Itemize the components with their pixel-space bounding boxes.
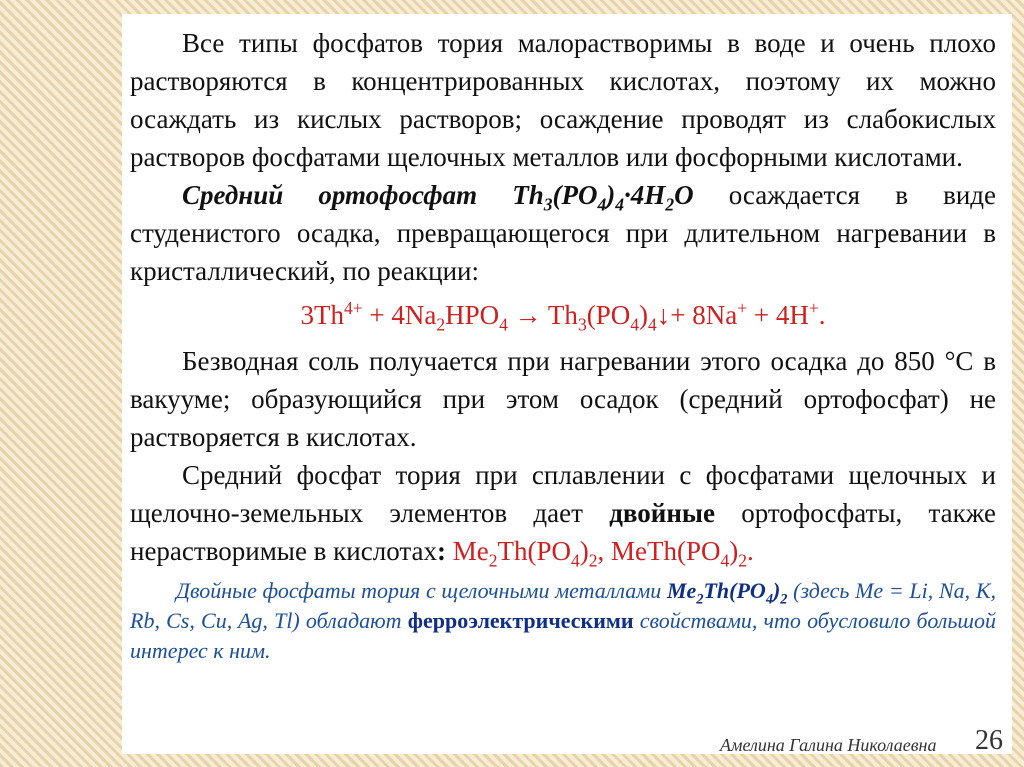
reaction-equation: $3Th^{4+} + 4Na_2HPO_4$ → $Th_3(PO_4)_4↓+ 8Na^+ + 4H^+$. xyxy=(300,298,826,335)
orthophosphate-formula: Средний ортофосфат $Th_3(PO_4)_4\cdot 4H_2O$ xyxy=(182,180,694,215)
paragraph-1: Все типы фосфатов тория малорастворимы в воде и очень плохо растворяются в концентрированных кислотах, поэтому их можно осаждать из кислых растворов; осаждение проводят из слабокислых растворов фосфатами щелочных металлов или фосфорными кислотами. xyxy=(130,28,996,172)
paragraph-3: Безводная соль получается при нагревании этого осадка до 850 °С в вакууме; образующийся при этом осадок (средний ортофосфат) не растворяется в кислотах. xyxy=(130,346,996,452)
note-formula: $Me_2Th(PO_4)_2$ xyxy=(667,578,788,608)
slide-content xyxy=(130,24,996,666)
page-number: 26 xyxy=(975,725,1003,756)
double-phosphate-formulas: $Me_2Th(PO_4)_2$, $MeTh(PO_4)_2$. xyxy=(445,536,754,571)
paragraph-4: Средний фосфат тория при сплавлении с фосфатами щелочных и щелочно-земельных элементов дает двойные ортофосфаты, также нерастворимые в кислотах: $Me_2Th(PO_4)_2$, $MeTh(PO_4)_2$. xyxy=(130,460,996,571)
paragraph-2: Средний ортофосфат $Th_3(PO_4)_4\cdot 4H_2O$ осаждается в виде студенистого осадка, превращающегося при длительном нагревании в кристаллический, по реакции: xyxy=(130,180,996,286)
paragraph-5-note: Двойные фосфаты тория с щелочными металлами $Me_2Th(PO_4)_2$ (здесь Me = Li, Na, K, Rb, Cs, Cu, Ag, Tl) обладают ферроэлектрическими свойствами, что обусловило большой интерес к ним. xyxy=(130,578,997,663)
author-name: Амелина Галина Николаевна xyxy=(720,735,937,755)
